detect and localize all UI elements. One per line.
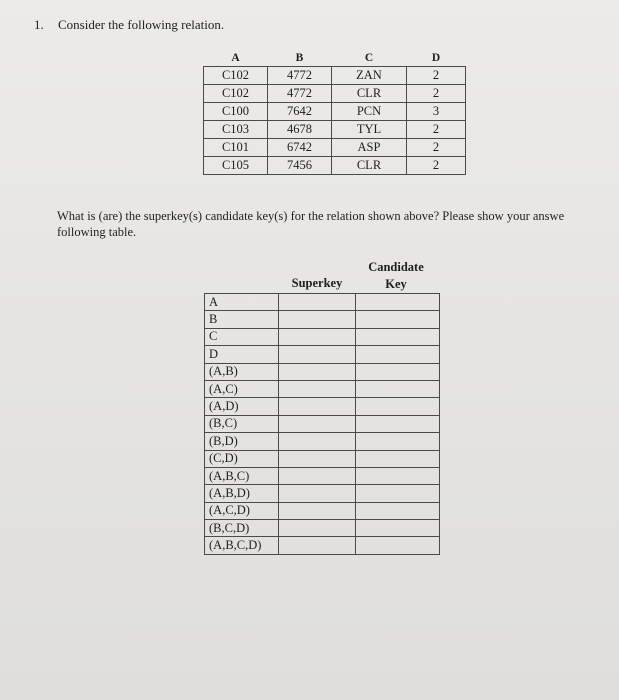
- relation-cell: 4678: [268, 121, 332, 139]
- attribute-set-label: (A,C,D): [205, 502, 279, 519]
- candidate-key-answer-cell[interactable]: [356, 294, 440, 311]
- relation-cell: C102: [204, 85, 268, 103]
- relation-cell: C100: [204, 103, 268, 121]
- superkey-column-header: Superkey: [291, 276, 343, 290]
- relation-cell: 2: [407, 85, 466, 103]
- attribute-set-label: (B,C): [205, 415, 279, 432]
- candidate-key-answer-cell[interactable]: [356, 311, 440, 328]
- attribute-set-label: D: [205, 346, 279, 363]
- relation-row: [204, 157, 466, 175]
- answer-row: [205, 380, 440, 397]
- answer-row: [205, 294, 440, 311]
- relation-cell: 7456: [268, 157, 332, 175]
- relation-cell: 2: [407, 157, 466, 175]
- relation-row: [204, 139, 466, 157]
- superkey-answer-cell[interactable]: [279, 311, 356, 328]
- attribute-set-label: C: [205, 328, 279, 345]
- attribute-set-label: (B,D): [205, 433, 279, 450]
- relation-cell: CLR: [332, 157, 407, 175]
- candidate-key-column-header: [356, 259, 436, 293]
- superkey-answer-cell[interactable]: [279, 520, 356, 537]
- candidate-key-answer-cell[interactable]: [356, 537, 440, 554]
- superkey-answer-cell[interactable]: [279, 398, 356, 415]
- candidate-key-answer-cell[interactable]: [356, 450, 440, 467]
- superkey-answer-cell[interactable]: [279, 433, 356, 450]
- question-prompt: [57, 208, 564, 240]
- superkey-answer-cell[interactable]: [279, 346, 356, 363]
- relation-cell: C101: [204, 139, 268, 157]
- answer-row: [205, 328, 440, 345]
- relation-row: [204, 121, 466, 139]
- answer-row: [205, 311, 440, 328]
- relation-cell: 4772: [268, 85, 332, 103]
- answer-row: [205, 433, 440, 450]
- answer-row: [205, 415, 440, 432]
- candidate-key-answer-cell[interactable]: [356, 485, 440, 502]
- attribute-set-label: (A,B): [205, 363, 279, 380]
- relation-cell: PCN: [332, 103, 407, 121]
- attribute-set-label: (A,B,C): [205, 467, 279, 484]
- superkey-answer-cell[interactable]: [279, 294, 356, 311]
- relation-header-d: D: [431, 51, 441, 64]
- answer-row: [205, 467, 440, 484]
- relation-header-a: A: [231, 51, 240, 64]
- attribute-set-label: B: [205, 311, 279, 328]
- attribute-set-label: (A,C): [205, 380, 279, 397]
- relation-cell: C103: [204, 121, 268, 139]
- superkey-answer-cell[interactable]: [279, 537, 356, 554]
- relation-cell: CLR: [332, 85, 407, 103]
- answer-row: [205, 485, 440, 502]
- candidate-key-answer-cell[interactable]: [356, 502, 440, 519]
- relation-row: [204, 67, 466, 85]
- relation-cell: 6742: [268, 139, 332, 157]
- prompt-line-2: following table.: [57, 225, 137, 239]
- relation-row: [204, 103, 466, 121]
- answer-row: [205, 346, 440, 363]
- attribute-set-label: (C,D): [205, 450, 279, 467]
- candidate-key-answer-cell[interactable]: [356, 346, 440, 363]
- candidate-key-answer-cell[interactable]: [356, 328, 440, 345]
- candidate-key-answer-cell[interactable]: [356, 380, 440, 397]
- relation-cell: C105: [204, 157, 268, 175]
- answer-row: [205, 363, 440, 380]
- answer-row: [205, 450, 440, 467]
- superkey-answer-cell[interactable]: [279, 502, 356, 519]
- question-number: 1.: [34, 17, 44, 32]
- relation-cell: TYL: [332, 121, 407, 139]
- relation-header-b: B: [295, 51, 304, 64]
- candidate-key-answer-cell[interactable]: [356, 520, 440, 537]
- relation-cell: 2: [407, 139, 466, 157]
- relation-cell: 2: [407, 67, 466, 85]
- answer-row: [205, 398, 440, 415]
- candidate-header-line-1: Candidate: [368, 260, 424, 274]
- relation-cell: ASP: [332, 139, 407, 157]
- superkey-answer-cell[interactable]: [279, 467, 356, 484]
- relation-row: [204, 85, 466, 103]
- answer-row: [205, 537, 440, 554]
- superkey-answer-cell[interactable]: [279, 415, 356, 432]
- prompt-line-1: What is (are) the superkey(s) candidate key(s) for the relation shown above? Please show your answe: [57, 209, 565, 223]
- answer-row: [205, 502, 440, 519]
- relation-cell: 4772: [268, 67, 332, 85]
- attribute-set-label: (B,C,D): [205, 520, 279, 537]
- attribute-set-label: (A,B,D): [205, 485, 279, 502]
- relation-cell: ZAN: [332, 67, 407, 85]
- relation-cell: 7642: [268, 103, 332, 121]
- question-text: Consider the following relation.: [58, 17, 225, 32]
- candidate-key-answer-cell[interactable]: [356, 398, 440, 415]
- answer-row: [205, 520, 440, 537]
- candidate-header-line-2: Key: [385, 277, 407, 291]
- superkey-answer-cell[interactable]: [279, 450, 356, 467]
- superkey-answer-cell[interactable]: [279, 328, 356, 345]
- relation-cell: 2: [407, 121, 466, 139]
- superkey-answer-cell[interactable]: [279, 380, 356, 397]
- candidate-key-answer-cell[interactable]: [356, 363, 440, 380]
- relation-header-c: C: [364, 51, 374, 64]
- relation-cell: 3: [407, 103, 466, 121]
- candidate-key-answer-cell[interactable]: [356, 467, 440, 484]
- attribute-set-label: (A,D): [205, 398, 279, 415]
- superkey-answer-cell[interactable]: [279, 485, 356, 502]
- relation-table: [203, 49, 466, 175]
- attribute-set-label: A: [205, 294, 279, 311]
- relation-cell: C102: [204, 67, 268, 85]
- relation-header-row: [204, 49, 466, 67]
- superkey-answer-cell[interactable]: [279, 363, 356, 380]
- answer-table: [204, 293, 440, 555]
- candidate-key-answer-cell[interactable]: [356, 433, 440, 450]
- candidate-key-answer-cell[interactable]: [356, 415, 440, 432]
- attribute-set-label: (A,B,C,D): [205, 537, 279, 554]
